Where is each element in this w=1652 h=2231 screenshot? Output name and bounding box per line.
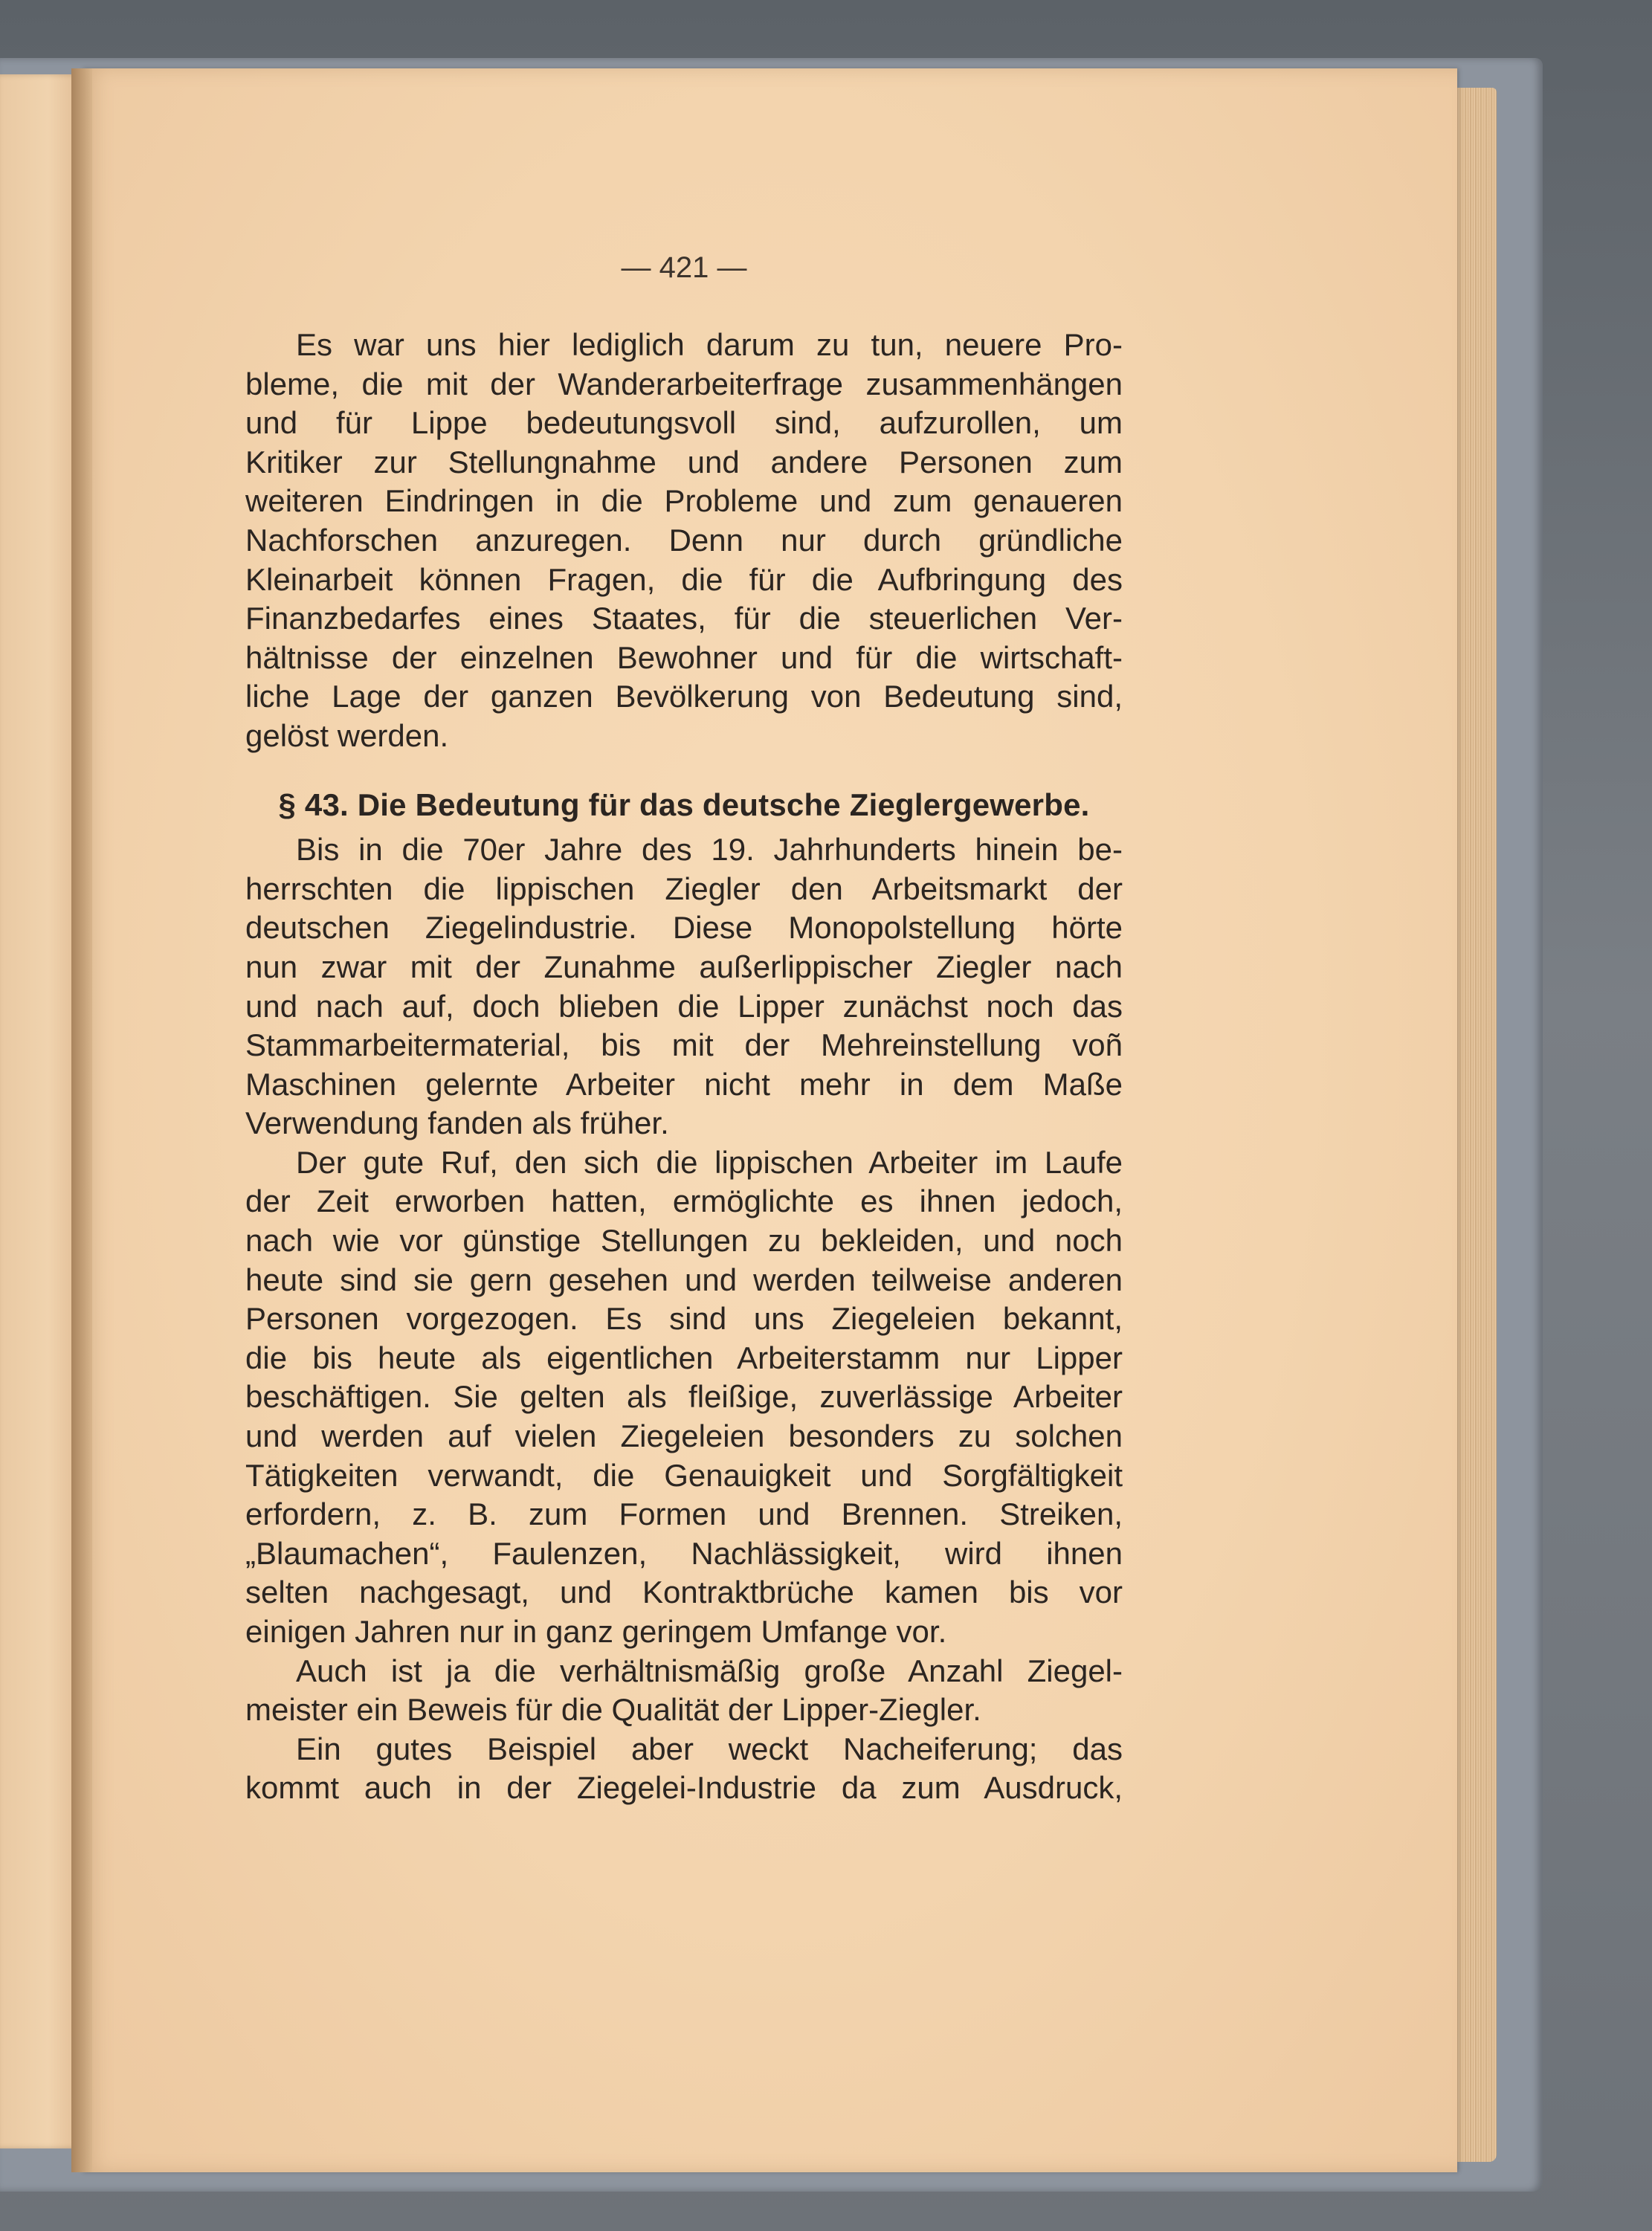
text-line: die bis heute als eigentlichen Arbeiterstamm nur Lipper	[245, 1340, 1123, 1375]
text-line: Bis in die 70er Jahre des 19. Jahrhunderts hinein be-	[296, 832, 1123, 868]
text-line: der Zeit erworben hatten, ermöglichte es ihnen jedoch,	[245, 1184, 1123, 1219]
intro-paragraph	[245, 326, 1123, 756]
text-line: Kleinarbeit können Fragen, die für die Aufbringung des	[245, 561, 1123, 597]
text-line: heute sind sie gern gesehen und werden teilweise anderen	[245, 1262, 1123, 1297]
text-line: Verwendung fanden als früher.	[245, 1105, 669, 1141]
text-line: Es war uns hier lediglich darum zu tun, neuere Pro-	[296, 327, 1123, 362]
text-line: beschäftigen. Sie gelten als fleißige, zuverlässige Arbeiter	[245, 1379, 1123, 1415]
text-line: Maschinen gelernte Arbeiter nicht mehr in dem Maße	[245, 1066, 1123, 1102]
text-line: gelöst werden.	[245, 717, 449, 753]
text-line: Tätigkeiten verwandt, die Genauigkeit und Sorgfältigkeit	[245, 1457, 1123, 1493]
text-line: bleme, die mit der Wanderarbeiterfrage zusammenhängen	[245, 366, 1123, 401]
text-line: meister ein Beweis für die Qualität der Lipper-Ziegler.	[245, 1692, 981, 1728]
text-line: Personen vorgezogen. Es sind uns Ziegeleien bekannt,	[245, 1301, 1123, 1337]
text-line: Kritiker zur Stellungnahme und andere Personen zum	[245, 444, 1123, 480]
text-line: erfordern, z. B. zum Formen und Brennen. Streiken,	[245, 1497, 1123, 1532]
section-paragraph-4	[245, 1730, 1123, 1808]
text-line: „Blaumachen“, Faulenzen, Nachlässigkeit, wird ihnen	[245, 1535, 1123, 1571]
section-heading: § 43. Die Bedeutung für das deutsche Zieglergewerbe.	[278, 787, 1090, 822]
page-text	[245, 326, 1123, 1808]
text-line: herrschten die lippischen Ziegler den Arbeitsmarkt der	[245, 871, 1123, 906]
text-line: Auch ist ja die verhältnismäßig große Anzahl Ziegel-	[296, 1653, 1123, 1688]
text-line: hältnisse der einzelnen Bewohner und für die wirtschaft-	[245, 639, 1123, 675]
text-line: Der gute Ruf, den sich die lippischen Arbeiter im Laufe	[296, 1144, 1123, 1180]
text-line: Nachforschen anzuregen. Denn nur durch gründliche	[245, 522, 1123, 558]
section-paragraph-2	[245, 1143, 1123, 1652]
text-line: kommt auch in der Ziegelei-Industrie da zum Ausdruck,	[245, 1770, 1123, 1806]
book-gutter	[71, 68, 92, 2172]
text-line: und nach auf, doch blieben die Lipper zunächst noch das	[245, 988, 1123, 1024]
text-line: und für Lippe bedeutungsvoll sind, aufzurollen, um	[245, 405, 1123, 441]
section-paragraph-1	[245, 830, 1123, 1143]
text-line: Finanzbedarfes eines Staates, für die steuerlichen Ver-	[245, 601, 1123, 636]
page-number: — 421 —	[621, 251, 747, 284]
text-line: weiteren Eindringen in die Probleme und zum genaueren	[245, 483, 1123, 519]
text-line: nun zwar mit der Zunahme außerlippischer Ziegler nach	[245, 949, 1123, 984]
text-line: und werden auf vielen Ziegeleien besonders zu solchen	[245, 1418, 1123, 1454]
text-line: einigen Jahren nur in ganz geringem Umfange vor.	[245, 1614, 947, 1649]
text-line: selten nachgesagt, und Kontraktbrüche kamen bis vor	[245, 1575, 1123, 1610]
text-line: nach wie vor günstige Stellungen zu bekleiden, und noch	[245, 1223, 1123, 1259]
text-line: deutschen Ziegelindustrie. Diese Monopolstellung hörte	[245, 910, 1123, 946]
text-line: Stammarbeitermaterial, bis mit der Mehreinstellung voñ	[245, 1027, 1123, 1063]
text-line: liche Lage der ganzen Bevölkerung von Bedeutung sind,	[245, 679, 1123, 714]
section-paragraph-3	[245, 1652, 1123, 1730]
text-line: Ein gutes Beispiel aber weckt Nacheiferung; das	[296, 1731, 1123, 1766]
